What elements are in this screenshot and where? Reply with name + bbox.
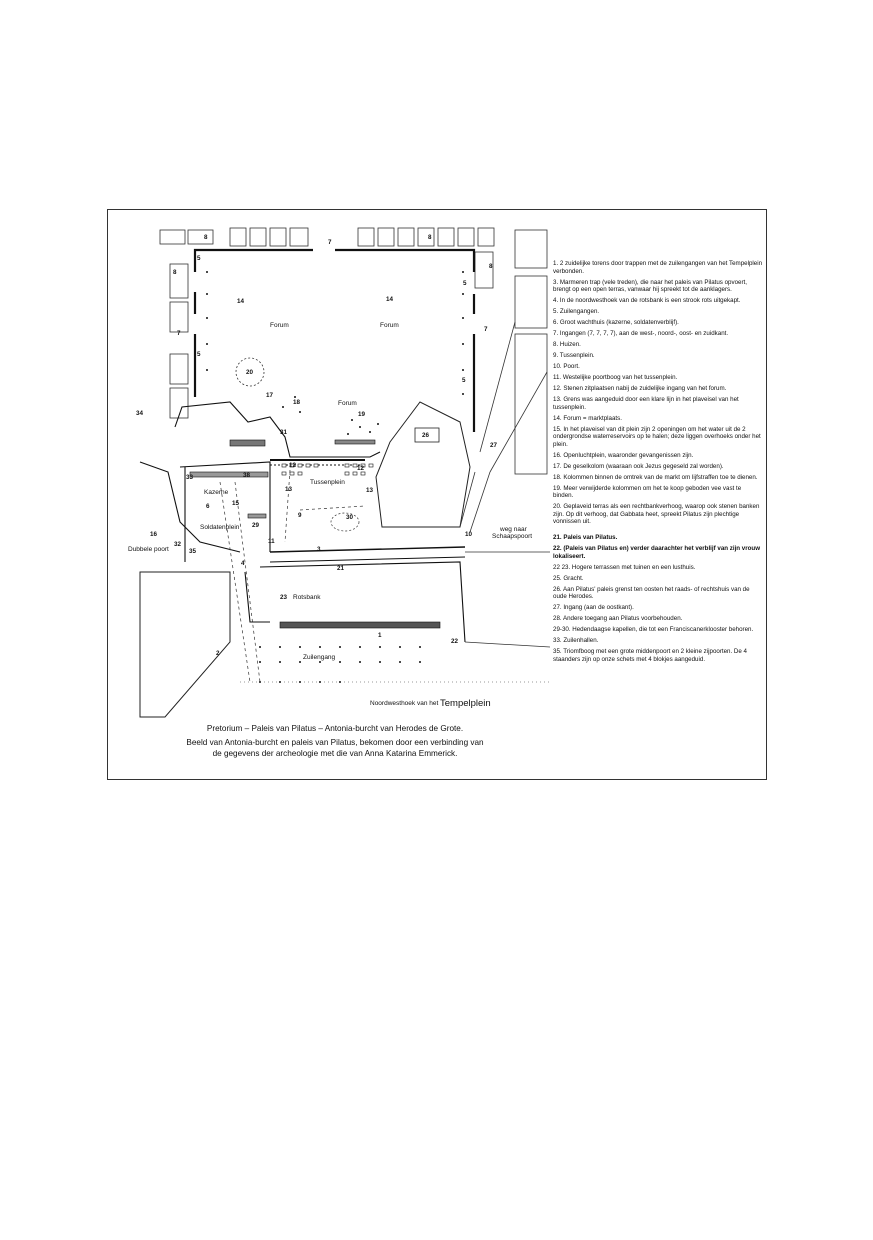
legend-item: 4. In de noordwesthoek van de rotsbank is een strook rots uitgekapt. [553,297,741,305]
legend-item: 29-30. Hedendaagse kapellen, die tot een Franciscanerklooster behoren. [553,626,754,634]
num-26: 26 [422,432,430,439]
palace-walls [140,402,465,562]
caption-body [120,738,550,759]
num-3: 3 [317,546,321,553]
site-plan [120,222,550,732]
num-29: 29 [252,522,260,529]
label-forum-right: Forum [380,322,399,329]
num-19: 19 [358,411,366,418]
legend-item: 22. (Paleis van Pilatus en) verder daarachter het verblijf van zijn vrouw lokaliseert. [553,545,761,560]
label-weg-naar-2: Schaapspoort [492,533,533,540]
num-27: 27 [490,442,498,449]
num-7: 7 [177,330,181,337]
num-30: 30 [346,514,354,521]
legend-item: 12. Stenen zitplaatsen nabij de zuidelijke ingang van het forum. [553,385,727,393]
legend-item: 21. Paleis van Pilatus. [553,534,618,542]
legend-item: 1. 2 zuidelijke torens door trappen met de zuilengangen van het Tempelplein verbonden. [553,260,763,275]
legend-item: 28. Andere toegang aan Pilatus voorbehouden. [553,615,683,623]
legend-item: 27. Ingang (aan de oostkant). [553,604,634,612]
label-rotsbank: Rotsbank [293,594,321,601]
num-13: 13 [366,487,374,494]
num-2: 2 [216,650,220,657]
num-32: 32 [174,541,182,548]
num-8: 8 [489,263,493,270]
num-1: 1 [378,632,382,639]
legend-item: 9. Tussenplein. [553,352,595,360]
legend-item: 16. Openluchtplein, waaronder gevangenissen zijn. [553,451,694,459]
label-forum-center: Forum [338,400,357,407]
num-5: 5 [197,351,201,358]
legend-item: 5. Zuilengangen. [553,308,600,316]
legend-item: 26. Aan Pilatus' paleis grenst ten oosten het raads- of rechtshuis van de oude Herodes. [553,585,750,601]
num-5: 5 [197,255,201,262]
caption-body-line: de gegevens der archeologie met die van Anna Katarina Emmerick. [212,748,458,758]
num-14: 14 [237,298,245,305]
legend-item: 14. Forum = marktplaats. [553,414,622,422]
num-8: 8 [204,234,208,241]
legend-list [553,260,763,667]
num-6: 6 [206,503,210,510]
legend-item: 6. Groot wachthuis (kazerne, soldatenverblijf). [553,319,679,327]
legend-item: 8. Huizen. [553,341,581,349]
legend-item: 13. Grens was aangeduid door een klare lijn in het plaveisel van het tussenplein. [553,396,739,411]
zuilengang-colonnade [259,646,421,683]
figure-frame [107,209,767,780]
num-31: 31 [280,429,288,436]
num-10: 10 [465,531,473,538]
west-bastion [140,572,230,717]
num-12: 12 [357,465,365,472]
dashed-paths [220,470,365,682]
legend-item: 7. Ingangen (7, 7, 7, 7), aan de west-, noord-, oost- en zuidkant. [553,330,729,338]
num-21: 21 [337,565,345,572]
colonnade-dots [206,271,464,435]
legend-item: 18. Kolommen binnen de omtrek van de markt om lijfstraffen toe te dienen. [553,473,758,481]
label-zuilengang: Zuilengang [303,654,336,661]
legend-item: 19. Meer verwijderde kolommen om het te koop geboden vee vast te binden. [553,484,742,500]
label-kazerne: Kazerne [204,489,229,496]
num-38: 38 [243,472,251,479]
legend-item: 11. Westelijke poortboog van het tussenplein. [553,374,678,382]
caption-body-line: Beeld van Antonia-burcht en paleis van Pilatus, bekomen door een verbinding van [186,738,484,747]
legend-item: 17. De geselkolom (waaraan ook Jezus gegeseld zal worden). [553,462,724,470]
num-8: 8 [173,269,177,276]
num-17: 17 [266,392,274,399]
num-4: 4 [241,560,245,567]
legend-item: 20. Geplaveid terras als een rechtbankverhoog, waarop ook stenen banken zijn. Op dit verhoog, dat Gabbata heet, spreekt Pilatus zijn plechtige vonnissen uit. [553,503,760,526]
num-16: 16 [150,531,158,538]
num-11: 11 [268,538,275,545]
num-12: 12 [289,462,297,469]
num-13: 13 [285,486,293,493]
legend-item: 22 23. Hogere terrassen met tuinen en een lusthuis. [553,563,696,571]
legend-item: 3. Marmeren trap (vele treden), die naar het paleis van Pilatus opvoert, brengt op een open terras, vanwaar hij spreekt tot de aanklagers. [553,278,747,294]
num-9: 9 [298,512,302,519]
num-5: 5 [463,280,467,287]
legend-item: 25. Gracht. [553,574,584,582]
rotsbank-block [245,562,465,642]
legend-item: 10. Poort. [553,363,580,371]
num-20: 20 [246,369,254,376]
caption-title: Pretorium – Paleis van Pilatus – Antonia-burcht van Herodes de Grote. [206,724,464,733]
label-dubbele-poort: Dubbele poort [128,546,169,553]
label-soldatenplein: Soldatenplein [200,524,240,531]
num-15: 15 [232,500,240,507]
num-18: 18 [293,399,301,406]
num-7: 7 [328,239,332,246]
forum-walls [195,250,474,432]
legend-item: 33. Zuilenhallen. [553,637,599,645]
num-7: 7 [484,326,488,333]
num-8: 8 [428,234,432,241]
num-5: 5 [462,377,466,384]
legend-item: 15. In het plaveisel van dit plein zijn 2 openingen om het water uit de 2 ondergrondse waterreservoirs op te halen; deze liggen overhoeks onder het plein. [553,425,761,448]
num-34: 34 [136,410,144,417]
num-14: 14 [386,296,394,303]
num-33: 33 [186,474,194,481]
num-35: 35 [189,548,197,555]
num-23: 23 [280,594,288,601]
label-tempelplein: Tempelplein [440,698,491,709]
figure-caption [120,724,550,759]
label-forum-left: Forum [270,322,289,329]
label-weg-naar-1: weg naar [500,526,527,533]
herodes-building [376,402,470,527]
num-22: 22 [451,638,459,645]
label-tussenplein: Tussenplein [310,479,345,486]
legend-item: 35. Triomfboog met een grote middenpoort en 2 kleine zijpoorten. De 4 staanders zijn op onze schets met 4 blokjes aangeduid. [553,648,747,663]
label-nw-corner-prefix: Noordwesthoek van het [370,700,439,707]
